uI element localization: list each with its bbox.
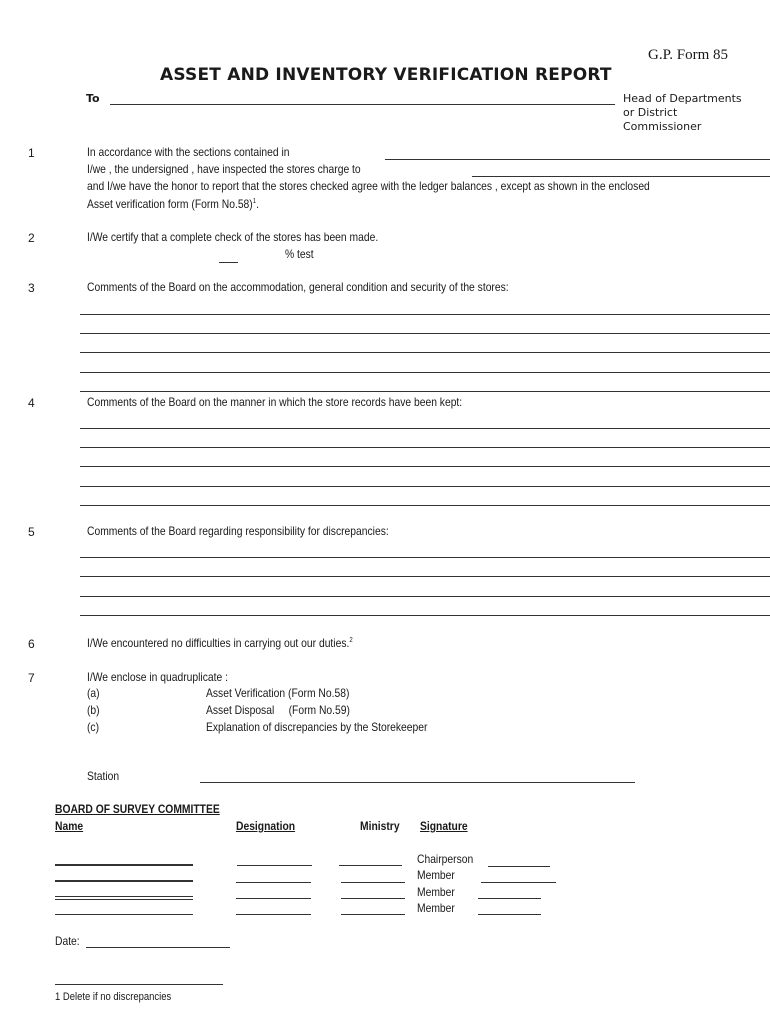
date-field[interactable] — [86, 947, 230, 948]
enclosure-text: Asset Verification (Form No.58) — [206, 686, 350, 700]
comment-line[interactable] — [80, 486, 770, 487]
station-field[interactable] — [200, 782, 635, 783]
ministry-field[interactable] — [339, 865, 402, 866]
enclosure-label: (c) — [87, 720, 100, 734]
comment-line[interactable] — [80, 576, 770, 577]
addressee-line: or District — [623, 106, 678, 119]
comment-line[interactable] — [80, 372, 770, 373]
footnote-ref: 1 — [252, 198, 257, 205]
item-6-text — [87, 636, 353, 650]
comment-line[interactable] — [80, 428, 770, 429]
name-field[interactable] — [55, 899, 193, 900]
enclosure-text: Explanation of discrepancies by the Storekeeper — [206, 720, 428, 734]
item-1-line-4-end: . — [256, 197, 259, 211]
item-2-text: I/We certify that a complete check of the stores has been made. — [87, 230, 379, 244]
test-percent-field[interactable] — [219, 262, 238, 263]
comment-line[interactable] — [80, 391, 770, 392]
enclosure-label: (a) — [87, 686, 100, 700]
designation-field[interactable] — [236, 898, 311, 899]
role-label: Chairperson — [417, 852, 474, 866]
item-number: 2 — [28, 231, 35, 245]
comment-line[interactable] — [80, 596, 770, 597]
item-1-line-1: In accordance with the sections contained in — [87, 145, 290, 159]
item-number: 7 — [28, 671, 35, 685]
signature-field[interactable] — [481, 882, 556, 883]
comment-line[interactable] — [80, 352, 770, 353]
name-field[interactable] — [55, 896, 193, 897]
committee-heading: BOARD OF SURVEY COMMITTEE — [55, 802, 220, 816]
station-label: Station — [87, 769, 120, 783]
enclosure-label: (b) — [87, 703, 100, 717]
page-title: ASSET AND INVENTORY VERIFICATION REPORT — [160, 65, 612, 85]
item-1-line-3: and I/we have the honor to report that the stores checked agree with the ledger balances , except as shown in the enclosed — [87, 179, 650, 193]
comment-line[interactable] — [80, 314, 770, 315]
footnote-separator — [55, 984, 223, 985]
designation-field[interactable] — [236, 914, 311, 915]
item-number: 4 — [28, 396, 35, 410]
footnote-ref: 2 — [349, 637, 353, 644]
ministry-field[interactable] — [341, 914, 405, 915]
designation-field[interactable] — [237, 865, 312, 866]
item-number: 6 — [28, 637, 35, 651]
name-field[interactable] — [55, 914, 193, 915]
col-ministry-header: Ministry — [360, 819, 400, 833]
enclosure-text: Asset Disposal (Form No.59) — [206, 703, 350, 717]
role-label: Member — [417, 868, 455, 882]
addressee-line: Commissioner — [623, 120, 702, 133]
col-designation-header: Designation — [236, 819, 296, 833]
signature-field[interactable] — [478, 914, 541, 915]
item-1-line-4 — [87, 197, 259, 211]
signature-field[interactable] — [488, 866, 550, 867]
addressee-block — [623, 92, 742, 134]
signature-field[interactable] — [478, 898, 541, 899]
comment-line[interactable] — [80, 447, 770, 448]
item-number: 3 — [28, 281, 35, 295]
item-5-text: Comments of the Board regarding responsibility for discrepancies: — [87, 524, 389, 538]
addressee-line: Head of Departments — [623, 92, 742, 105]
item-7-text: I/We enclose in quadruplicate : — [87, 670, 228, 684]
col-signature-header: Signature — [420, 819, 468, 833]
sections-field[interactable] — [385, 159, 770, 160]
form-number: G.P. Form 85 — [648, 47, 729, 63]
to-field[interactable] — [110, 104, 615, 105]
comment-line[interactable] — [80, 615, 770, 616]
test-percent-label: % test — [285, 247, 314, 261]
comment-line[interactable] — [80, 557, 770, 558]
name-field[interactable] — [55, 880, 193, 882]
role-label: Member — [417, 901, 455, 915]
name-field[interactable] — [55, 864, 193, 866]
comment-line[interactable] — [80, 505, 770, 506]
stores-charge-field[interactable] — [472, 176, 770, 177]
to-label: To — [86, 92, 100, 105]
item-1-line-4-text: Asset verification form (Form No.58) — [87, 197, 253, 211]
item-1-line-2: I/we , the undersigned , have inspected the stores charge to — [87, 162, 361, 176]
item-6-sentence: I/We encountered no difficulties in carrying out our duties. — [87, 636, 350, 650]
comment-line[interactable] — [80, 333, 770, 334]
item-number: 1 — [28, 146, 35, 160]
role-label: Member — [417, 885, 455, 899]
item-4-text: Comments of the Board on the manner in which the store records have been kept: — [87, 395, 463, 409]
designation-field[interactable] — [236, 882, 311, 883]
footnote: 1 Delete if no discrepancies — [55, 991, 172, 1003]
item-number: 5 — [28, 525, 35, 539]
col-name-header: Name — [55, 819, 84, 833]
ministry-field[interactable] — [341, 898, 405, 899]
date-label: Date: — [55, 934, 80, 948]
comment-line[interactable] — [80, 466, 770, 467]
item-3-text: Comments of the Board on the accommodation, general condition and security of the stores: — [87, 280, 509, 294]
ministry-field[interactable] — [341, 882, 405, 883]
